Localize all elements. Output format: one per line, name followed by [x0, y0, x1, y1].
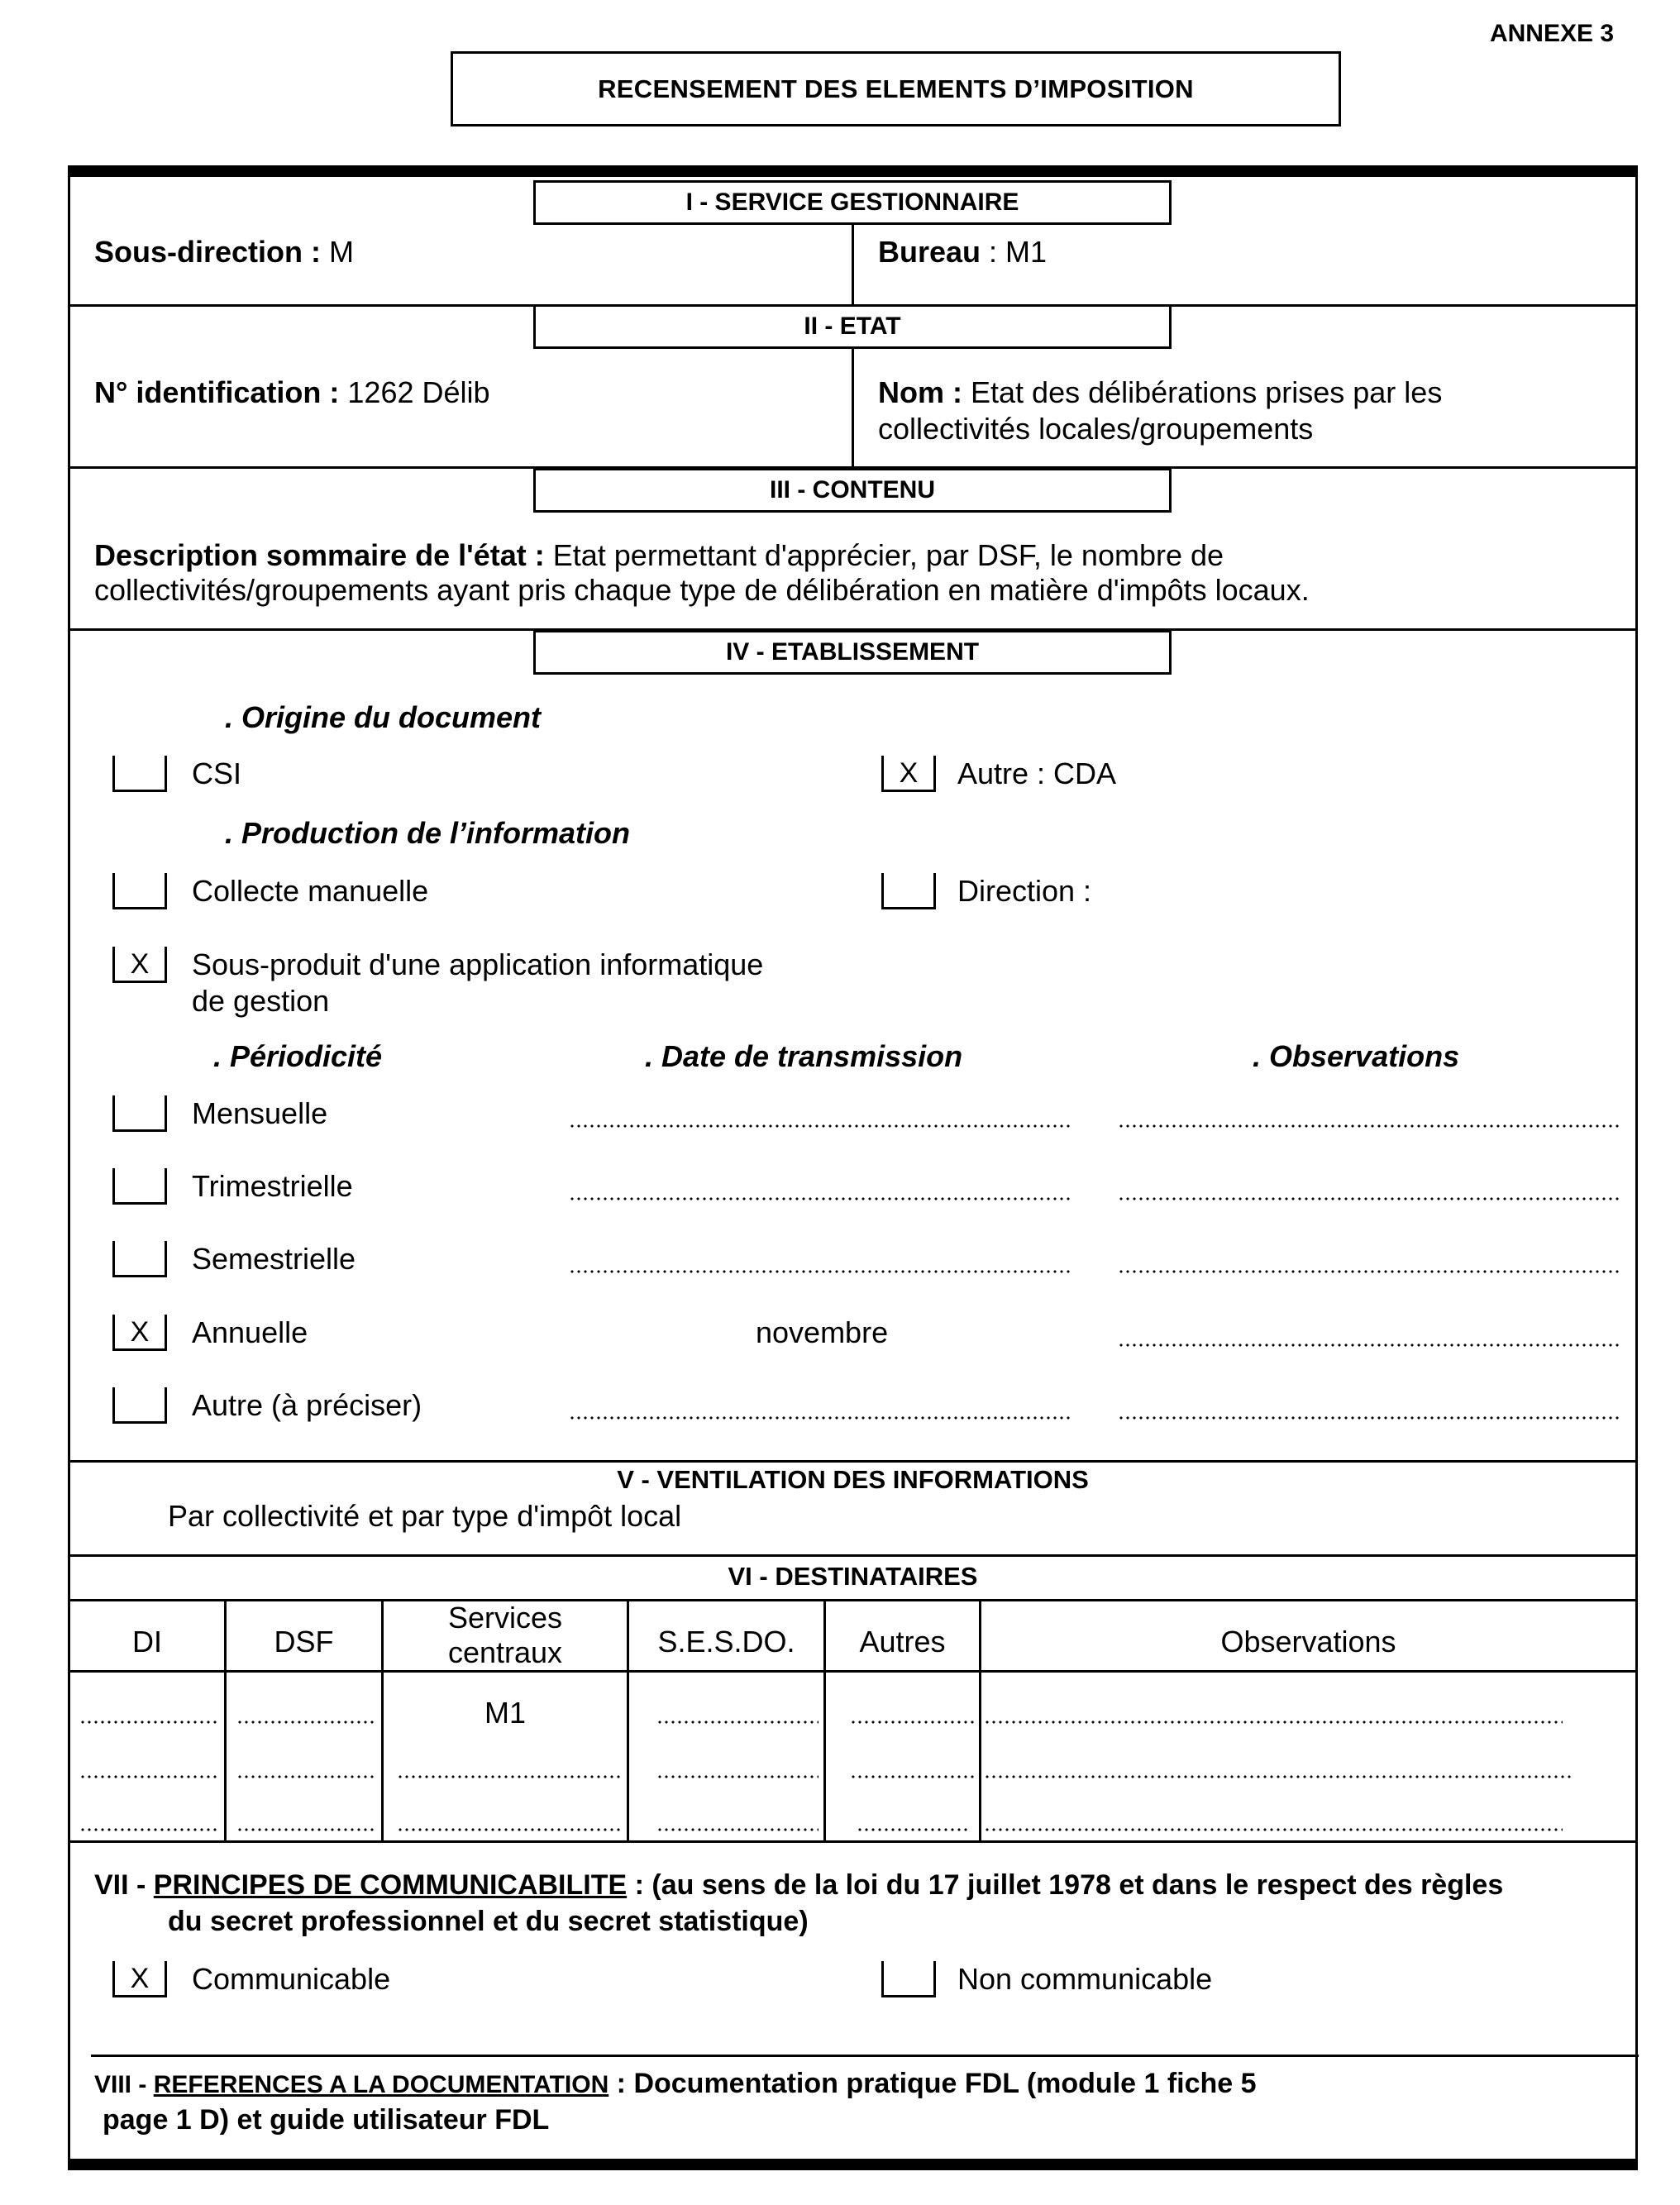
checkbox-csi[interactable] — [112, 756, 167, 792]
observation-dotted-line — [1118, 1269, 1622, 1274]
table-dotted-line — [236, 1774, 377, 1779]
table-dotted-line — [79, 1720, 220, 1725]
services-centraux-value: M1 — [484, 1696, 526, 1730]
checkbox-communicable-label: Communicable — [192, 1962, 391, 1996]
table-dotted-line — [850, 1774, 974, 1779]
production-title: . Production de l’information — [225, 816, 630, 850]
table-dotted-line — [79, 1827, 220, 1832]
nom-field — [878, 375, 1442, 411]
identification-field — [94, 375, 490, 411]
checkbox-autre-cda[interactable]: X — [881, 756, 936, 792]
table-dotted-line — [79, 1774, 220, 1779]
checkbox-direction-label: Direction : — [957, 874, 1092, 908]
table-dotted-line — [857, 1827, 969, 1832]
column-divider — [852, 347, 854, 468]
communicabilite-rest: : (au sens de la loi du 17 juillet 1978 et dans le respect des règles — [627, 1869, 1504, 1901]
checkbox-direction[interactable] — [881, 873, 936, 909]
description-label: Description sommaire de l'état : — [94, 538, 545, 572]
checkbox-trimestrielle-label: Trimestrielle — [192, 1169, 353, 1203]
description-line2: collectivités/groupements ayant pris chaque type de délibération en matière d'impôts locaux. — [94, 573, 1310, 607]
column-header-services: Services — [447, 1601, 563, 1635]
nom-label: Nom : — [878, 375, 962, 409]
date-dotted-line — [569, 1124, 1073, 1129]
checkbox-collecte-manuelle[interactable] — [112, 873, 167, 909]
column-header-sesdo: S.E.S.DO. — [657, 1625, 795, 1659]
references-line2: page 1 D) et guide utilisateur FDL — [103, 2104, 550, 2136]
column-header-autres: Autres — [859, 1625, 946, 1659]
column-header-dsf: DSF — [274, 1625, 334, 1659]
communicabilite-title: PRINCIPES DE COMMUNICABILITE — [153, 1869, 628, 1901]
description-line1: Etat permettant d'apprécier, par DSF, le nombre de — [552, 538, 1224, 572]
communicabilite-line2: du secret professionnel et du secret statistique) — [168, 1906, 809, 1937]
column-header-services-centraux — [384, 1601, 627, 1670]
ventilation-text: Par collectivité et par type d'impôt local — [168, 1499, 682, 1533]
divider — [70, 1599, 1635, 1601]
checkbox-csi-label: CSI — [192, 756, 242, 790]
table-dotted-line — [397, 1774, 620, 1779]
document-title: RECENSEMENT DES ELEMENTS D’IMPOSITION — [451, 51, 1341, 126]
table-dotted-line — [656, 1774, 819, 1779]
divider — [70, 1460, 1635, 1463]
section-header-destinataires: VI - DESTINATAIRES — [728, 1562, 978, 1591]
sous-direction-value: M — [329, 235, 355, 269]
periodicite-title: . Périodicité — [213, 1039, 383, 1073]
references-rest: : Documentation pratique FDL (module 1 fiche 5 — [609, 2068, 1257, 2099]
annexe-label: ANNEXE 3 — [1489, 20, 1614, 47]
table-dotted-line — [984, 1827, 1563, 1832]
column-header-di: DI — [132, 1625, 162, 1659]
observation-dotted-line — [1118, 1415, 1622, 1420]
references-title: REFERENCES A LA DOCUMENTATION — [153, 2071, 609, 2098]
references-prefix: VIII - — [94, 2071, 154, 2098]
checkbox-mensuelle-label: Mensuelle — [192, 1096, 328, 1130]
origine-title: . Origine du document — [225, 700, 542, 734]
sous-direction-field — [94, 234, 354, 270]
divider — [70, 1840, 1635, 1843]
checkbox-autre-periodicite[interactable] — [112, 1387, 167, 1424]
divider — [70, 1554, 1635, 1557]
sous-direction-label: Sous-direction : — [94, 235, 322, 269]
checkbox-mensuelle[interactable] — [112, 1095, 167, 1132]
description-field — [94, 537, 1224, 574]
bureau-value: : M1 — [989, 235, 1048, 269]
divider — [70, 1670, 1635, 1673]
section-header-ventilation: V - VENTILATION DES INFORMATIONS — [617, 1465, 1089, 1494]
bureau-field — [878, 234, 1047, 270]
column-divider — [852, 223, 854, 306]
table-dotted-line — [850, 1720, 974, 1725]
checkbox-collecte-manuelle-label: Collecte manuelle — [192, 874, 429, 908]
table-dotted-line — [236, 1827, 377, 1832]
communicabilite-prefix: VII - — [94, 1869, 154, 1901]
checkbox-autre-cda-label: Autre : CDA — [957, 756, 1117, 790]
observations-title: . Observations — [1253, 1039, 1460, 1073]
checkbox-non-communicable[interactable] — [881, 1961, 936, 1997]
checkbox-sous-produit-label: Sous-produit d'une application informatique — [192, 947, 764, 981]
table-dotted-line — [656, 1720, 819, 1725]
references-heading — [94, 2065, 1257, 2103]
date-dotted-line — [569, 1196, 1073, 1201]
checkbox-sous-produit-label-line2: de gestion — [192, 984, 330, 1018]
observation-dotted-line — [1118, 1196, 1622, 1201]
bureau-label: Bureau — [878, 235, 981, 269]
date-transmission-title: . Date de transmission — [645, 1039, 963, 1073]
identification-value: 1262 Délib — [347, 375, 490, 409]
table-dotted-line — [656, 1827, 819, 1832]
checkbox-communicable[interactable]: X — [112, 1961, 167, 1997]
observation-dotted-line — [1118, 1343, 1622, 1348]
checkbox-semestrielle-label: Semestrielle — [192, 1242, 356, 1276]
table-dotted-line — [984, 1720, 1563, 1725]
table-dotted-line — [397, 1827, 620, 1832]
section-header-service: I - SERVICE GESTIONNAIRE — [533, 180, 1172, 225]
nom-value-line1: Etat des délibérations prises par les — [971, 375, 1443, 409]
nom-value-line2: collectivités locales/groupements — [878, 412, 1314, 446]
checkbox-semestrielle[interactable] — [112, 1241, 167, 1277]
checkbox-annuelle-label: Annuelle — [192, 1315, 308, 1349]
communicabilite-heading — [94, 1867, 1503, 1903]
identification-label: N° identification : — [94, 375, 340, 409]
table-dotted-line — [236, 1720, 377, 1725]
checkbox-annuelle[interactable]: X — [112, 1315, 167, 1351]
annuelle-date-value: novembre — [756, 1315, 889, 1349]
observation-dotted-line — [1118, 1124, 1622, 1129]
divider — [91, 2055, 1639, 2057]
checkbox-sous-produit[interactable]: X — [112, 947, 167, 983]
section-header-contenu: III - CONTENU — [533, 468, 1172, 513]
date-dotted-line — [569, 1415, 1073, 1420]
column-header-centraux: centraux — [447, 1635, 563, 1669]
section-header-etablissement: IV - ETABLISSEMENT — [533, 630, 1172, 675]
column-header-observations: Observations — [1220, 1625, 1396, 1659]
checkbox-non-communicable-label: Non communicable — [957, 1962, 1213, 1996]
section-header-etat: II - ETAT — [533, 304, 1172, 349]
checkbox-autre-periodicite-label: Autre (à préciser) — [192, 1388, 422, 1422]
date-dotted-line — [569, 1269, 1073, 1274]
table-dotted-line — [984, 1774, 1573, 1779]
checkbox-trimestrielle[interactable] — [112, 1168, 167, 1205]
